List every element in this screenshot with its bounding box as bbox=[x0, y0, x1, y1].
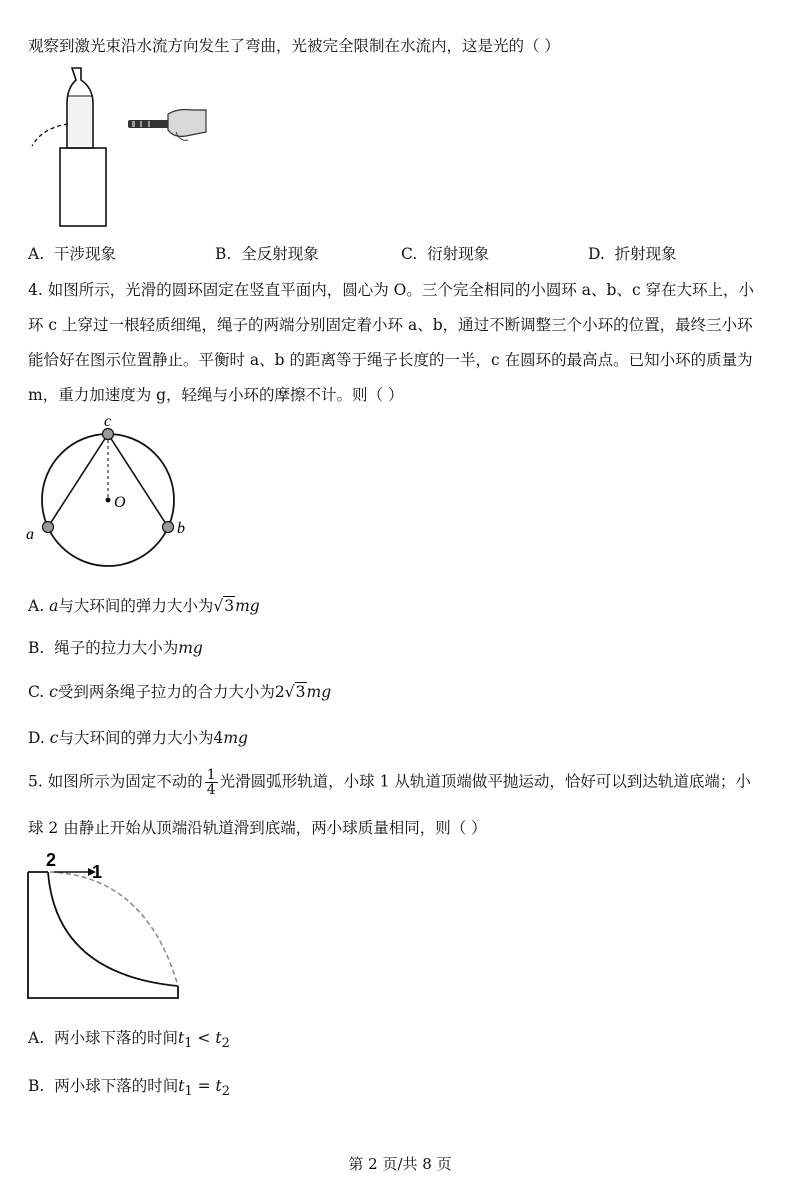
math-coef: 2 bbox=[274, 683, 285, 701]
q5-stem-line-2: 球 2 由静止开始从顶端沿轨道滑到底端，两小球质量相同，则（ ） bbox=[28, 819, 487, 837]
option-text: 衍射现象 bbox=[427, 245, 490, 263]
q5-option-b bbox=[28, 1074, 230, 1099]
math-sub: 1 bbox=[184, 1084, 193, 1100]
math-var: t bbox=[215, 1077, 222, 1095]
math-unit: mg bbox=[178, 639, 203, 657]
frac-denominator: 4 bbox=[206, 782, 216, 798]
small-ring-b bbox=[163, 522, 174, 533]
q5-figure bbox=[26, 848, 186, 1003]
math-rel: < bbox=[197, 1029, 211, 1047]
q3-option-b bbox=[215, 242, 319, 264]
option-text: 与大环间的弹力大小为 bbox=[58, 729, 214, 747]
option-label: C. bbox=[401, 245, 418, 263]
q3-option-a bbox=[28, 242, 116, 264]
small-ring-a bbox=[43, 522, 54, 533]
q4-stem-line-4: m，重力加速度为 g，轻绳与小环的摩擦不计。则（ ） bbox=[28, 386, 404, 404]
math-sub: 2 bbox=[221, 1084, 230, 1100]
option-text: 干涉现象 bbox=[53, 245, 116, 263]
frac-numerator: 1 bbox=[206, 767, 216, 783]
q3-option-d bbox=[588, 242, 677, 264]
option-label: D. bbox=[588, 245, 605, 263]
string-ca bbox=[48, 434, 108, 527]
stand-block bbox=[60, 148, 106, 226]
q4-option-c bbox=[28, 680, 331, 702]
math-root: 3 bbox=[224, 597, 235, 615]
laser-pointer-icon bbox=[128, 120, 174, 128]
option-label: B. bbox=[28, 639, 45, 657]
option-label: A. bbox=[28, 597, 45, 615]
page-footer: 第 2 页/共 8 页 bbox=[348, 1155, 452, 1173]
label-ball-1: 1 bbox=[92, 862, 103, 882]
math-expr: 2√3mg bbox=[274, 683, 332, 701]
q4-stem-line-3: 能恰好在图示位置静止。平衡时 a、b 的距离等于绳子长度的一半，c 在圆环的最高点。已知小环的质量为 bbox=[28, 351, 753, 369]
math-expr: √3mg bbox=[213, 597, 260, 615]
option-label: A. bbox=[28, 245, 45, 263]
option-label: B. bbox=[28, 1077, 45, 1095]
q4-option-d bbox=[28, 726, 248, 748]
option-var: a bbox=[49, 597, 59, 615]
math-unit: mg bbox=[235, 597, 260, 615]
math-unit: mg bbox=[223, 729, 248, 747]
option-label: D. bbox=[28, 729, 45, 747]
option-var: c bbox=[49, 729, 59, 747]
projectile-path bbox=[50, 872, 178, 986]
option-label: B. bbox=[215, 245, 232, 263]
label-o: O bbox=[114, 494, 126, 511]
center-point bbox=[106, 498, 111, 503]
stem-text: 光滑圆弧形轨道，小球 1 从轨道顶端做平抛运动，恰好可以到达轨道底端；小 bbox=[219, 772, 751, 791]
math-sub: 2 bbox=[221, 1036, 230, 1052]
math-var: t bbox=[178, 1077, 185, 1095]
label-a: a bbox=[26, 526, 34, 543]
option-text: 与大环间的弹力大小为 bbox=[58, 597, 214, 615]
option-text: 两小球下落的时间 bbox=[53, 1029, 178, 1047]
q4-option-b bbox=[28, 636, 203, 658]
math-rel: = bbox=[197, 1077, 211, 1095]
small-ring-c bbox=[103, 429, 114, 440]
math-sub: 1 bbox=[184, 1036, 193, 1052]
option-text: 折射现象 bbox=[614, 245, 677, 263]
water-stream bbox=[32, 124, 68, 146]
option-text: 绳子的拉力大小为 bbox=[54, 639, 179, 657]
math-root: 3 bbox=[295, 683, 306, 701]
option-text: 全反射现象 bbox=[241, 245, 319, 263]
hand-icon bbox=[168, 110, 206, 137]
option-label: C. bbox=[28, 683, 45, 701]
math-coef: 4 bbox=[213, 729, 224, 747]
stem-text: 5. 如图所示为固定不动的 bbox=[28, 772, 203, 791]
option-var: c bbox=[49, 683, 58, 701]
math-var: t bbox=[178, 1029, 185, 1047]
option-text: 两小球下落的时间 bbox=[54, 1077, 179, 1095]
option-label: A. bbox=[28, 1029, 45, 1047]
q3-option-c bbox=[401, 242, 489, 264]
fraction-quarter bbox=[205, 768, 218, 797]
q4-stem-line-2: 环 c 上穿过一根轻质细绳，绳子的两端分别固定着小环 a、b，通过不断调整三个小环的位置，最终三小环 bbox=[28, 316, 753, 334]
q3-figure bbox=[28, 62, 218, 227]
string-cb bbox=[108, 434, 168, 527]
q4-figure bbox=[22, 415, 202, 575]
label-b: b bbox=[177, 520, 185, 537]
q4-option-a bbox=[28, 594, 260, 616]
math-var: t bbox=[215, 1029, 222, 1047]
label-c: c bbox=[104, 413, 112, 430]
math-unit: mg bbox=[306, 683, 332, 701]
q5-stem-line-1 bbox=[28, 768, 751, 797]
q5-option-a bbox=[28, 1026, 230, 1051]
q4-stem-line-1: 4. 如图所示，光滑的圆环固定在竖直平面内，圆心为 O。三个完全相同的小圆环 a、b、c 穿在大环上，小 bbox=[28, 281, 755, 299]
option-text: 受到两条绳子拉力的合力大小为 bbox=[57, 683, 275, 701]
q3-stem: 观察到激光束沿水流方向发生了弯曲，光被完全限制在水流内，这是光的（ ） bbox=[28, 37, 560, 55]
label-ball-2: 2 bbox=[46, 850, 57, 870]
